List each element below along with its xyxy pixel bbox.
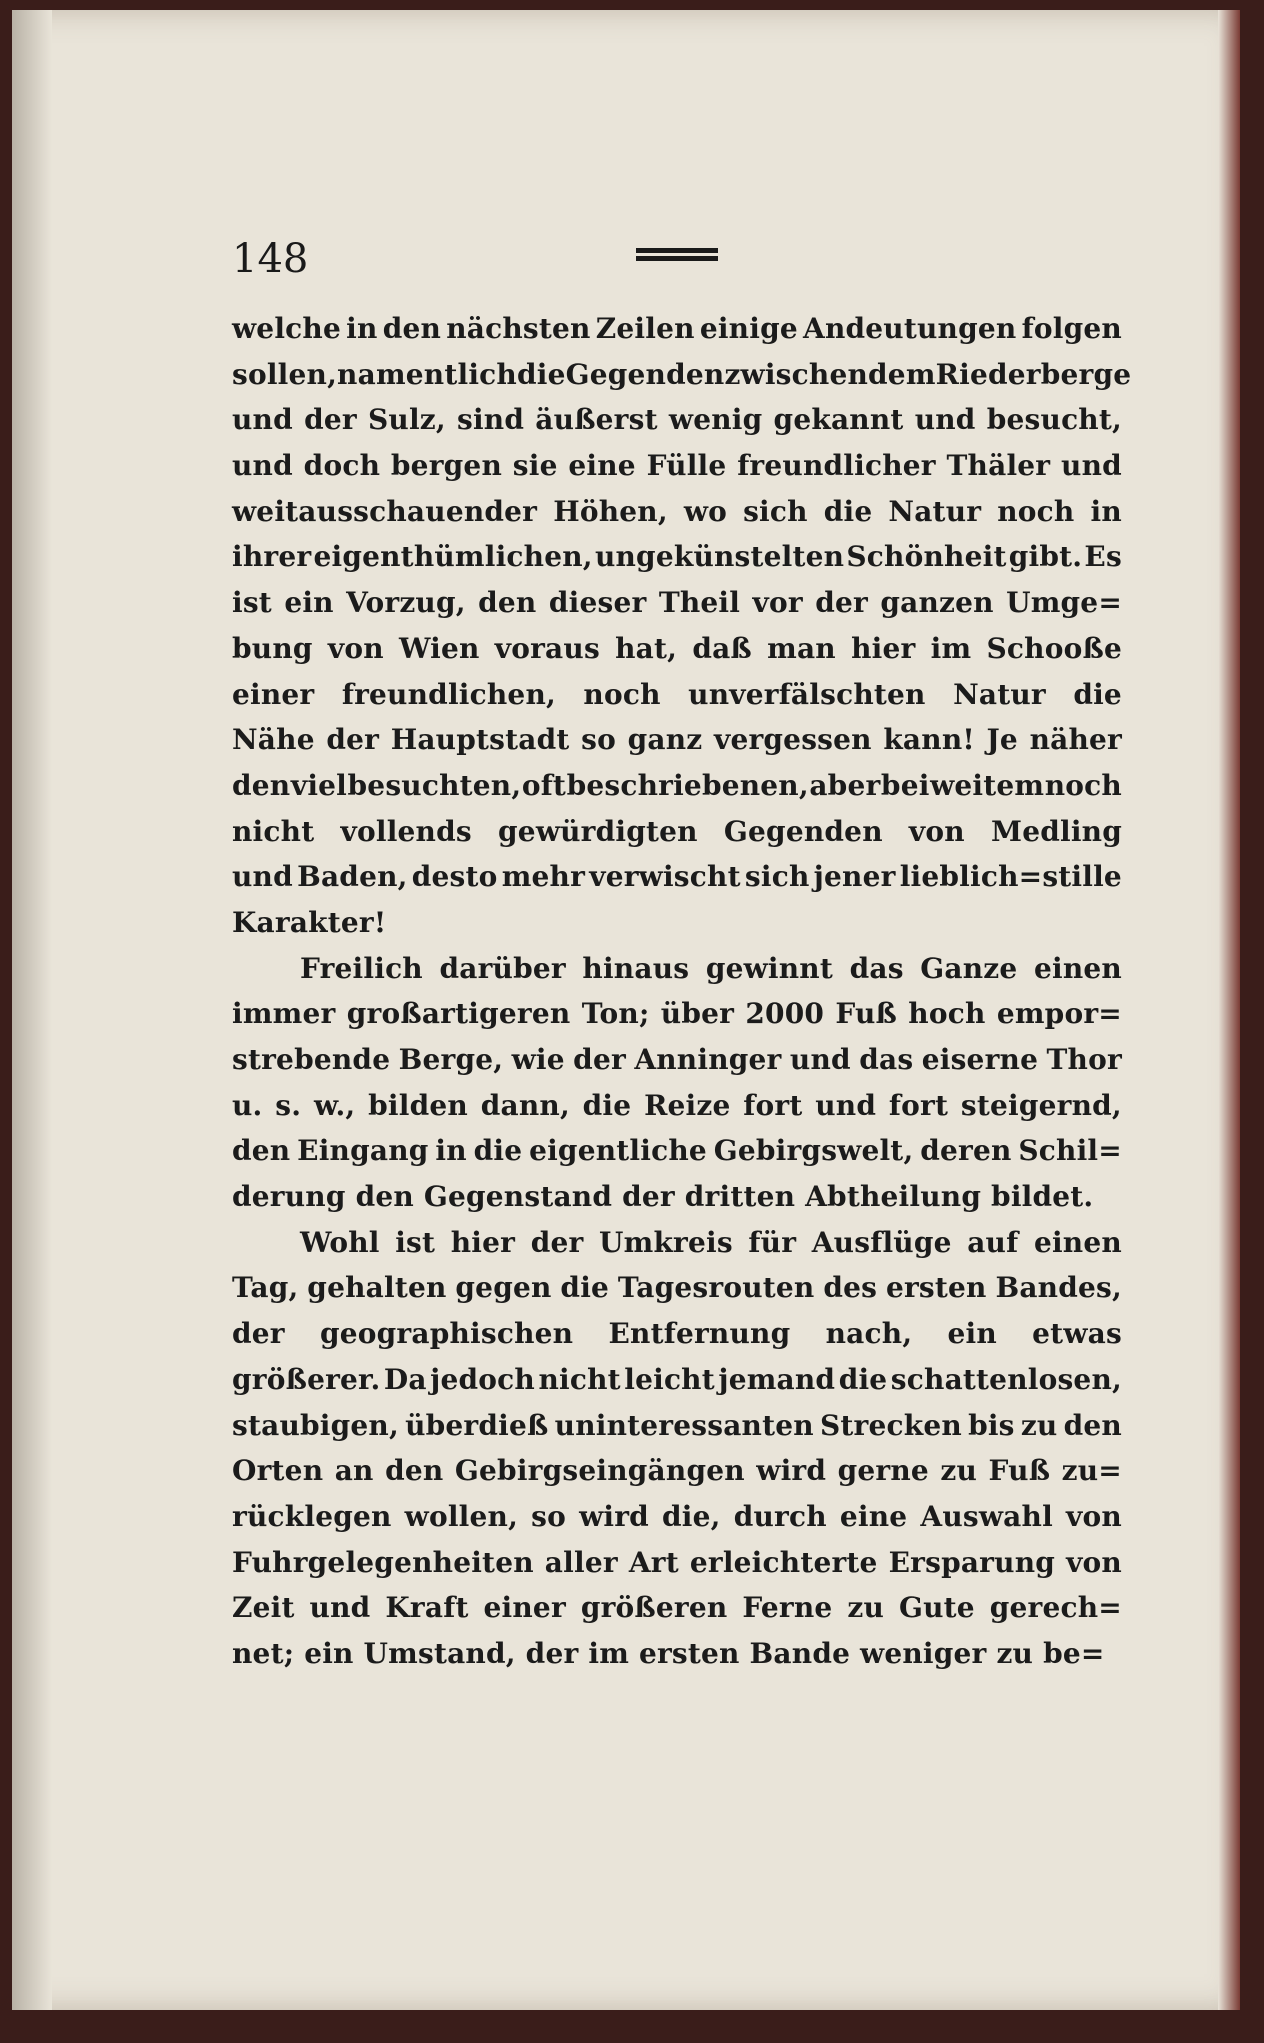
text-line: nicht vollends gewürdigten Gegenden von Medling — [232, 814, 1122, 848]
header-rule — [636, 248, 718, 264]
text-line: bung von Wien voraus hat, daß man hier im Schooße — [232, 631, 1122, 665]
text-line: u. s. w., bilden dann, die Reize fort und fort steigernd, — [232, 1088, 1122, 1122]
text-line: Fuhrgelegenheiten aller Art erleichterte Ersparung von — [232, 1545, 1122, 1579]
text-line: rücklegen wollen, so wird die, durch eine Auswahl von — [232, 1499, 1122, 1533]
text-line: und Baden, desto mehr verwischt sich jener lieblich=stille — [232, 860, 1122, 894]
text-line: der geographischen Entfernung nach, ein etwas — [232, 1317, 1122, 1351]
text-line: Wohl ist hier der Umkreis für Ausflüge auf einen — [300, 1225, 1122, 1259]
text-line: staubigen, überdieß uninteressanten Strecken bis zu den — [232, 1408, 1122, 1442]
paragraph — [232, 306, 1132, 946]
text-line: größerer. Da jedoch nicht leicht jemand die schattenlosen, — [232, 1362, 1122, 1396]
page-edge — [1218, 10, 1240, 2010]
text-line: derung den Gegenstand der dritten Abtheilung bildet. — [232, 1180, 1094, 1214]
paragraph — [232, 946, 1122, 1220]
text-line: welche in den nächsten Zeilen einige Andeutungen folgen — [232, 312, 1122, 345]
text-line: weitausschauender Höhen, wo sich die Natur noch in — [232, 494, 1122, 528]
text-line: strebende Berge, wie der Anninger und das eiserne Thor — [232, 1043, 1122, 1076]
text-line: net; ein Umstand, der im ersten Bande weniger zu be= — [232, 1636, 1105, 1670]
text-line: ist ein Vorzug, den dieser Theil vor der ganzen Umge= — [232, 586, 1122, 620]
paragraph — [232, 1220, 1122, 1677]
text-line: und doch bergen sie eine Fülle freundlicher Thäler und — [232, 449, 1122, 483]
text-line: und der Sulz, sind äußerst wenig gekannt und besucht, — [232, 403, 1122, 437]
text-line: immer großartigeren Ton; über 2000 Fuß hoch empor= — [232, 997, 1122, 1031]
text-line: Orten an den Gebirgseingängen wird gerne zu Fuß zu= — [232, 1454, 1122, 1488]
page-gutter — [12, 10, 52, 2010]
text-line: einer freundlichen, noch unverfälschten Natur die — [232, 677, 1122, 711]
text-line: Karakter! — [232, 905, 387, 939]
text-line: Freilich darüber hinaus gewinnt das Ganze einen — [300, 951, 1122, 985]
body-text — [232, 306, 1132, 1677]
text-line: sollen, namentlich die Gegenden zwischen dem Riederberge — [232, 357, 1132, 391]
text-line: Tag, gehalten gegen die Tagesrouten des ersten Bandes, — [232, 1271, 1122, 1305]
text-line: ihrer eigenthümlichen, ungekünstelten Schönheit gibt. Es — [232, 540, 1122, 574]
page-header — [232, 236, 1032, 296]
text-line: den viel besuchten, oft beschriebenen, aber bei weitem noch — [232, 768, 1122, 802]
text-line: den Eingang in die eigentliche Gebirgswelt, deren Schil= — [232, 1134, 1122, 1168]
page-number: 148 — [232, 236, 309, 282]
text-line: Zeit und Kraft einer größeren Ferne zu Gute gerech= — [232, 1591, 1122, 1625]
text-line: Nähe der Hauptstadt so ganz vergessen kann! Je näher — [232, 723, 1122, 757]
